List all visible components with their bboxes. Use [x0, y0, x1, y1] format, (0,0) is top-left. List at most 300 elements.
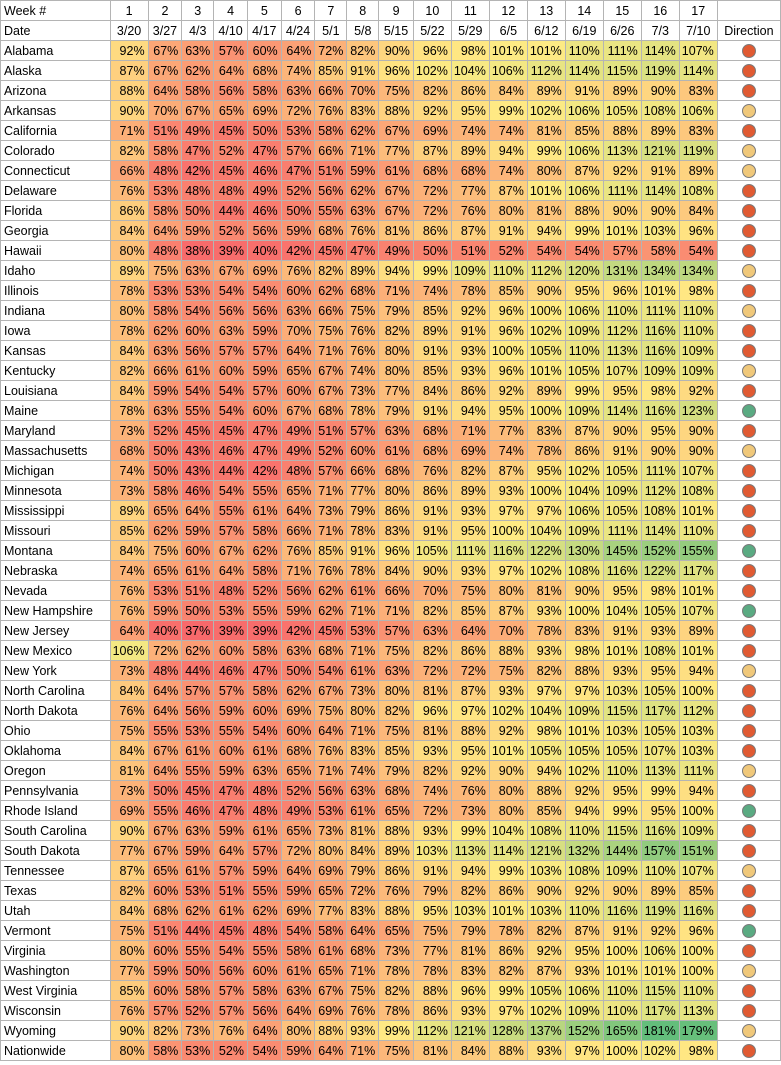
direction-cell — [717, 661, 780, 681]
value-cell: 79% — [379, 401, 414, 421]
value-cell: 53% — [182, 721, 214, 741]
value-cell: 60% — [214, 641, 248, 661]
value-cell: 95% — [451, 521, 489, 541]
value-cell: 110% — [679, 321, 717, 341]
value-cell: 103% — [603, 721, 641, 741]
value-cell: 78% — [489, 921, 527, 941]
value-cell: 102% — [641, 1041, 679, 1061]
value-cell: 48% — [214, 181, 248, 201]
state-name: Maryland — [1, 421, 111, 441]
value-cell: 62% — [182, 61, 214, 81]
value-cell: 54% — [281, 921, 315, 941]
table-row — [1, 81, 781, 101]
value-cell: 73% — [110, 481, 148, 501]
value-cell: 64% — [347, 921, 379, 941]
value-cell: 100% — [527, 301, 565, 321]
value-cell: 57% — [214, 521, 248, 541]
direction-down-icon — [742, 504, 756, 518]
date-header: 4/3 — [182, 21, 214, 41]
value-cell: 63% — [413, 621, 451, 641]
value-cell: 110% — [603, 301, 641, 321]
state-name: Texas — [1, 881, 111, 901]
value-cell: 86% — [413, 481, 451, 501]
value-cell: 67% — [281, 401, 315, 421]
value-cell: 105% — [603, 461, 641, 481]
value-cell: 72% — [315, 41, 347, 61]
value-cell: 59% — [148, 381, 182, 401]
direction-cell — [717, 361, 780, 381]
value-cell: 97% — [527, 501, 565, 521]
week-number-header: 10 — [413, 1, 451, 21]
value-cell: 100% — [527, 481, 565, 501]
value-cell: 91% — [603, 921, 641, 941]
value-cell: 89% — [451, 481, 489, 501]
value-cell: 42% — [182, 161, 214, 181]
direction-flat-icon — [742, 1024, 756, 1038]
date-header-label: Date — [1, 21, 111, 41]
value-cell: 111% — [451, 541, 489, 561]
value-cell: 88% — [451, 721, 489, 741]
value-cell: 91% — [603, 621, 641, 641]
value-cell: 68% — [148, 901, 182, 921]
value-cell: 50% — [182, 201, 214, 221]
value-cell: 85% — [565, 121, 603, 141]
value-cell: 95% — [451, 101, 489, 121]
value-cell: 49% — [281, 421, 315, 441]
value-cell: 60% — [247, 961, 281, 981]
value-cell: 49% — [247, 181, 281, 201]
value-cell: 65% — [214, 101, 248, 121]
value-cell: 83% — [565, 621, 603, 641]
value-cell: 54% — [214, 281, 248, 301]
direction-cell — [717, 221, 780, 241]
value-cell: 98% — [679, 1041, 717, 1061]
value-cell: 62% — [247, 541, 281, 561]
value-cell: 57% — [247, 841, 281, 861]
value-cell: 68% — [281, 741, 315, 761]
value-cell: 90% — [110, 1021, 148, 1041]
value-cell: 98% — [641, 581, 679, 601]
value-cell: 53% — [148, 181, 182, 201]
direction-cell — [717, 741, 780, 761]
value-cell: 100% — [565, 601, 603, 621]
value-cell: 94% — [527, 221, 565, 241]
value-cell: 43% — [182, 441, 214, 461]
value-cell: 82% — [489, 961, 527, 981]
value-cell: 72% — [413, 181, 451, 201]
value-cell: 46% — [214, 661, 248, 681]
value-cell: 84% — [110, 221, 148, 241]
value-cell: 59% — [148, 601, 182, 621]
direction-flat-icon — [742, 264, 756, 278]
value-cell: 66% — [315, 301, 347, 321]
value-cell: 89% — [110, 501, 148, 521]
value-cell: 84% — [110, 381, 148, 401]
value-cell: 53% — [148, 581, 182, 601]
value-cell: 82% — [413, 601, 451, 621]
value-cell: 67% — [315, 361, 347, 381]
direction-up-icon — [742, 804, 756, 818]
value-cell: 69% — [451, 441, 489, 461]
value-cell: 47% — [347, 241, 379, 261]
value-cell: 75% — [110, 721, 148, 741]
value-cell: 79% — [379, 301, 414, 321]
direction-cell — [717, 801, 780, 821]
value-cell: 57% — [214, 41, 248, 61]
value-cell: 105% — [641, 721, 679, 741]
value-cell: 117% — [641, 1001, 679, 1021]
value-cell: 89% — [379, 841, 414, 861]
value-cell: 114% — [565, 61, 603, 81]
value-cell: 63% — [148, 401, 182, 421]
value-cell: 55% — [182, 401, 214, 421]
value-cell: 103% — [451, 901, 489, 921]
direction-cell — [717, 841, 780, 861]
value-cell: 75% — [413, 921, 451, 941]
value-cell: 74% — [489, 441, 527, 461]
state-name: Minnesota — [1, 481, 111, 501]
value-cell: 73% — [379, 941, 414, 961]
value-cell: 72% — [413, 201, 451, 221]
value-cell: 91% — [489, 221, 527, 241]
value-cell: 85% — [315, 541, 347, 561]
week-number-header: 15 — [603, 1, 641, 21]
value-cell: 58% — [148, 141, 182, 161]
value-cell: 102% — [527, 561, 565, 581]
value-cell: 70% — [148, 101, 182, 121]
value-cell: 96% — [379, 541, 414, 561]
table-row — [1, 561, 781, 581]
value-cell: 113% — [451, 841, 489, 861]
value-cell: 47% — [247, 421, 281, 441]
value-cell: 53% — [315, 801, 347, 821]
value-cell: 94% — [527, 761, 565, 781]
value-cell: 80% — [315, 841, 347, 861]
value-cell: 60% — [148, 941, 182, 961]
value-cell: 95% — [451, 741, 489, 761]
direction-cell — [717, 581, 780, 601]
direction-cell — [717, 541, 780, 561]
value-cell: 56% — [315, 781, 347, 801]
value-cell: 60% — [148, 881, 182, 901]
value-cell: 45% — [214, 921, 248, 941]
value-cell: 92% — [489, 381, 527, 401]
value-cell: 64% — [315, 1041, 347, 1061]
value-cell: 83% — [379, 521, 414, 541]
value-cell: 88% — [603, 121, 641, 141]
value-cell: 96% — [679, 221, 717, 241]
value-cell: 64% — [148, 761, 182, 781]
value-cell: 106% — [679, 101, 717, 121]
state-name: Nevada — [1, 581, 111, 601]
value-cell: 59% — [281, 881, 315, 901]
value-cell: 61% — [347, 661, 379, 681]
value-cell: 131% — [603, 261, 641, 281]
value-cell: 53% — [214, 601, 248, 621]
value-cell: 72% — [281, 841, 315, 861]
value-cell: 76% — [413, 461, 451, 481]
value-cell: 64% — [451, 621, 489, 641]
value-cell: 60% — [148, 981, 182, 1001]
value-cell: 97% — [565, 681, 603, 701]
state-name: Indiana — [1, 301, 111, 321]
direction-down-icon — [742, 904, 756, 918]
value-cell: 73% — [347, 681, 379, 701]
value-cell: 181% — [641, 1021, 679, 1041]
value-cell: 45% — [315, 621, 347, 641]
value-cell: 90% — [565, 581, 603, 601]
value-cell: 73% — [315, 501, 347, 521]
value-cell: 116% — [679, 901, 717, 921]
value-cell: 60% — [247, 701, 281, 721]
value-cell: 110% — [679, 301, 717, 321]
direction-down-icon — [742, 84, 756, 98]
value-cell: 89% — [451, 141, 489, 161]
direction-cell — [717, 961, 780, 981]
value-cell: 82% — [110, 881, 148, 901]
value-cell: 92% — [451, 761, 489, 781]
value-cell: 69% — [247, 101, 281, 121]
value-cell: 67% — [148, 61, 182, 81]
value-cell: 57% — [247, 381, 281, 401]
table-row — [1, 61, 781, 81]
value-cell: 69% — [315, 1001, 347, 1021]
value-cell: 42% — [247, 461, 281, 481]
value-cell: 96% — [679, 921, 717, 941]
value-cell: 92% — [110, 41, 148, 61]
value-cell: 49% — [379, 241, 414, 261]
state-name: Washington — [1, 961, 111, 981]
value-cell: 91% — [413, 401, 451, 421]
value-cell: 105% — [603, 101, 641, 121]
value-cell: 54% — [315, 661, 347, 681]
value-cell: 88% — [413, 981, 451, 1001]
table-row — [1, 661, 781, 681]
table-row — [1, 341, 781, 361]
value-cell: 89% — [603, 81, 641, 101]
value-cell: 103% — [641, 221, 679, 241]
direction-cell — [717, 261, 780, 281]
value-cell: 77% — [379, 381, 414, 401]
direction-down-icon — [742, 484, 756, 498]
value-cell: 105% — [641, 601, 679, 621]
value-cell: 108% — [679, 481, 717, 501]
value-cell: 123% — [679, 401, 717, 421]
value-cell: 62% — [347, 121, 379, 141]
value-cell: 89% — [347, 261, 379, 281]
date-header: 6/26 — [603, 21, 641, 41]
value-cell: 91% — [641, 161, 679, 181]
value-cell: 152% — [641, 541, 679, 561]
value-cell: 85% — [379, 741, 414, 761]
value-cell: 95% — [603, 781, 641, 801]
value-cell: 116% — [641, 341, 679, 361]
value-cell: 93% — [641, 621, 679, 641]
value-cell: 61% — [247, 741, 281, 761]
value-cell: 91% — [413, 501, 451, 521]
direction-cell — [717, 381, 780, 401]
value-cell: 91% — [413, 521, 451, 541]
value-cell: 104% — [527, 521, 565, 541]
value-cell: 85% — [110, 521, 148, 541]
value-cell: 96% — [451, 981, 489, 1001]
direction-flat-icon — [742, 664, 756, 678]
value-cell: 76% — [281, 261, 315, 281]
value-cell: 80% — [489, 781, 527, 801]
value-cell: 76% — [315, 561, 347, 581]
direction-cell — [717, 521, 780, 541]
value-cell: 85% — [679, 881, 717, 901]
value-cell: 81% — [527, 201, 565, 221]
value-cell: 71% — [281, 561, 315, 581]
value-cell: 72% — [413, 661, 451, 681]
value-cell: 75% — [110, 921, 148, 941]
value-cell: 57% — [214, 981, 248, 1001]
value-cell: 65% — [281, 821, 315, 841]
value-cell: 61% — [347, 801, 379, 821]
direction-cell — [717, 441, 780, 461]
value-cell: 59% — [347, 161, 379, 181]
value-cell: 66% — [148, 361, 182, 381]
value-cell: 95% — [565, 281, 603, 301]
table-row — [1, 41, 781, 61]
direction-cell — [717, 401, 780, 421]
table-row — [1, 461, 781, 481]
value-cell: 107% — [603, 361, 641, 381]
state-name: Iowa — [1, 321, 111, 341]
value-cell: 58% — [182, 81, 214, 101]
value-cell: 110% — [603, 1001, 641, 1021]
value-cell: 112% — [527, 61, 565, 81]
value-cell: 68% — [379, 461, 414, 481]
week-number-header: 11 — [451, 1, 489, 21]
value-cell: 91% — [347, 541, 379, 561]
value-cell: 61% — [182, 741, 214, 761]
value-cell: 101% — [603, 221, 641, 241]
value-cell: 63% — [281, 641, 315, 661]
direction-cell — [717, 941, 780, 961]
value-cell: 62% — [148, 321, 182, 341]
value-cell: 88% — [379, 901, 414, 921]
value-cell: 67% — [379, 181, 414, 201]
value-cell: 75% — [451, 581, 489, 601]
state-name: Vermont — [1, 921, 111, 941]
value-cell: 47% — [247, 661, 281, 681]
value-cell: 60% — [247, 41, 281, 61]
value-cell: 86% — [565, 441, 603, 461]
value-cell: 60% — [214, 741, 248, 761]
date-header: 5/22 — [413, 21, 451, 41]
direction-cell — [717, 921, 780, 941]
value-cell: 67% — [214, 541, 248, 561]
value-cell: 78% — [110, 321, 148, 341]
direction-cell — [717, 861, 780, 881]
value-cell: 77% — [110, 841, 148, 861]
value-cell: 103% — [527, 901, 565, 921]
week-number-header: 7 — [315, 1, 347, 21]
value-cell: 87% — [451, 681, 489, 701]
value-cell: 67% — [379, 121, 414, 141]
value-cell: 50% — [247, 121, 281, 141]
value-cell: 96% — [489, 301, 527, 321]
value-cell: 93% — [347, 1021, 379, 1041]
value-cell: 59% — [247, 861, 281, 881]
value-cell: 81% — [413, 1041, 451, 1061]
value-cell: 89% — [110, 261, 148, 281]
state-name: Idaho — [1, 261, 111, 281]
value-cell: 81% — [413, 721, 451, 741]
value-cell: 52% — [315, 441, 347, 461]
value-cell: 108% — [679, 181, 717, 201]
value-cell: 92% — [679, 381, 717, 401]
value-cell: 64% — [247, 1021, 281, 1041]
value-cell: 68% — [315, 221, 347, 241]
state-name: Alabama — [1, 41, 111, 61]
value-cell: 103% — [413, 841, 451, 861]
value-cell: 75% — [379, 1041, 414, 1061]
value-cell: 56% — [214, 81, 248, 101]
value-cell: 52% — [214, 221, 248, 241]
value-cell: 51% — [315, 421, 347, 441]
value-cell: 96% — [413, 701, 451, 721]
value-cell: 88% — [379, 101, 414, 121]
value-cell: 80% — [379, 341, 414, 361]
value-cell: 67% — [315, 381, 347, 401]
value-cell: 68% — [379, 781, 414, 801]
value-cell: 50% — [148, 461, 182, 481]
value-cell: 115% — [641, 981, 679, 1001]
value-cell: 106% — [110, 641, 148, 661]
value-cell: 79% — [347, 501, 379, 521]
value-cell: 58% — [247, 81, 281, 101]
value-cell: 74% — [489, 121, 527, 141]
value-cell: 47% — [214, 781, 248, 801]
value-cell: 78% — [347, 401, 379, 421]
value-cell: 101% — [641, 961, 679, 981]
value-cell: 52% — [247, 581, 281, 601]
value-cell: 92% — [413, 101, 451, 121]
value-cell: 104% — [527, 701, 565, 721]
value-cell: 76% — [110, 1001, 148, 1021]
value-cell: 62% — [315, 281, 347, 301]
direction-down-icon — [742, 124, 756, 138]
value-cell: 101% — [679, 501, 717, 521]
value-cell: 93% — [489, 481, 527, 501]
value-cell: 60% — [214, 361, 248, 381]
value-cell: 46% — [247, 161, 281, 181]
value-cell: 76% — [281, 541, 315, 561]
value-cell: 75% — [379, 641, 414, 661]
value-cell: 77% — [413, 941, 451, 961]
value-cell: 90% — [527, 281, 565, 301]
value-cell: 106% — [565, 101, 603, 121]
value-cell: 116% — [603, 901, 641, 921]
state-name: Nationwide — [1, 1041, 111, 1061]
value-cell: 86% — [489, 881, 527, 901]
value-cell: 105% — [641, 681, 679, 701]
value-cell: 76% — [315, 101, 347, 121]
value-cell: 73% — [347, 381, 379, 401]
table-row — [1, 841, 781, 861]
value-cell: 116% — [489, 541, 527, 561]
direction-cell — [717, 601, 780, 621]
direction-cell — [717, 301, 780, 321]
value-cell: 89% — [527, 81, 565, 101]
value-cell: 85% — [315, 61, 347, 81]
direction-cell — [717, 1021, 780, 1041]
week-number-header: 4 — [214, 1, 248, 21]
value-cell: 44% — [214, 201, 248, 221]
